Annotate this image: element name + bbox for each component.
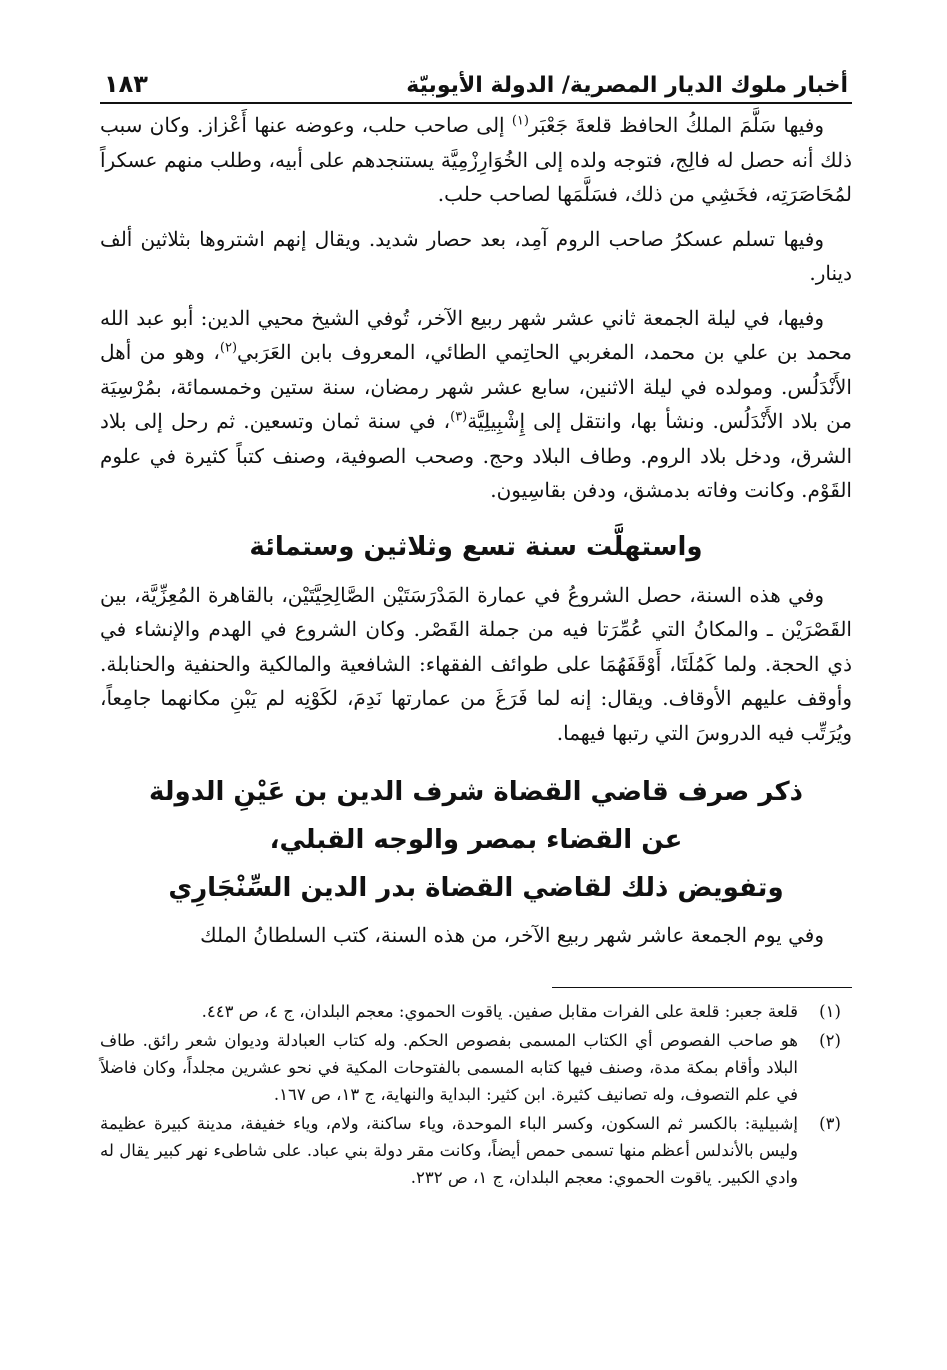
paragraph-3: [100, 301, 852, 508]
footnote-divider: [552, 987, 852, 988]
running-title: أخبار ملوك الديار المصرية/ الدولة الأيوبيّة: [406, 73, 848, 98]
running-header: [100, 58, 852, 104]
footnote-3: [100, 1110, 852, 1191]
paragraph-4: وفي هذه السنة، حصل الشروعُ في عمارة المَدْرَسَتَيْن الصَّالِحِيَّتَيْن، بالقاهرة المُعِزِّيَّة، بين القَصْرَيْن ـ والمكانُ التي عُمِّرَتا فيه من جملة القَصْر. وكان الشروع في الهدم والإنشاء في ذي الحجة. ولما كَمُلَتَا، أَوْقَفَهُمَا على طوائف الفقهاء: الشافعية والمالكية والحنفية والحنابلة. وأوقف عليهم الأوقاف. ويقال: إنه لما فَرَغَ من عمارتها نَدِمَ، لكَوْنِه لم يَبْنِ مكانهما جامِعاً، ويُرَتِّب فيه الدروسَ التي رتبها فيهما.: [100, 582, 852, 745]
footnote-text: هو صاحب الفصوص أي الكتاب المسمى بفصوص الحكم. وله كتاب العبادلة وديوان شعر رائق. طاف البلاد وأقام بمكة مدة، وصنف فيها كتابه المسمى بالفتوحات المكية في نحو عشرين مجلداً، وكان فاضلاً في علم التصوف، وله تصانيف كثيرة. ابن كثير: البداية والنهاية، ج ١٣، ص ١٦٧.: [100, 1030, 798, 1104]
footnote-text: إشبيلية: بالكسر ثم السكون، وكسر الباء الموحدة، وياء ساكنة، ولام، وياء خفيفة، مدينة كبيرة عظيمة وليس بالأندلس أعظم منها تسمى حمص أيضاً، وكانت مقر دولة بني عباد. على شاطىء نهر كبير يقال له وادي الكبير. ياقوت الحموي: معجم البلدان، ج ١، ص ٢٣٢.: [100, 1113, 798, 1187]
paragraph-5: وفي يوم الجمعة عاشر شهر ربيع الآخر، من هذه السنة، كتب السلطانُ الملك: [200, 923, 824, 947]
paragraph-1-part-b: إلى صاحب حلب، وعوضه عنها أَعْزاز. وكان سبب ذلك أنه حصل له فالِج، فتوجه ولده إلى الخُوَارِزْمِيَّة يستنجدهم على أبيه، وطلب منهم عسكراً لمُحَاصَرَتِه، فخَشِي من ذلك، فسَلَّمَها لصاحب حلب.: [100, 113, 852, 206]
paragraph-1-part-a: وفيها سَلَّمَ الملكُ الحافظ قلعةَ جَعْبَر: [528, 113, 824, 137]
footnote-ref-2: (٢): [219, 340, 238, 356]
footnote-number: (١): [819, 1001, 841, 1021]
footnote-2: [100, 1027, 852, 1108]
footnotes: [100, 998, 852, 1191]
footnote-text: قلعة جعبر: قلعة على الفرات مقابل صفين. ياقوت الحموي: معجم البلدان، ج ٤، ص ٤٤٣.: [201, 1001, 798, 1021]
paragraph-3-part-b: ، وهو من أهل الأَنْدَلُس. ومولده في ليلة الاثنين، سابع عشر شهر رمضان، سنة ستين وخمسمائة، بمُرْسِيَة من بلاد الأَنْدَلُس. ونشأ بها، وانتقل إلى إِشْبِيلِيَّة: [100, 340, 853, 433]
footnote-1: [100, 998, 852, 1025]
section-heading-appointment: [100, 768, 852, 912]
heading-line-2: عن القضاء بمصر والوجه القبلي،: [269, 825, 683, 855]
book-page: [100, 58, 852, 1318]
paragraph-3-part-a: وفيها، في ليلة الجمعة ثاني عشر شهر ربيع الآخر، تُوفي الشيخ محيي الدين: أبو عبد الله محمد بن علي بن محمد، المغربي الحاتِمي الطائي، المعروف بابن العَرَبي: [100, 305, 852, 364]
section-heading-year: واستهلَّت سنة تسع وثلاثين وستمائة: [249, 531, 703, 562]
footnote-number: (٣): [819, 1113, 841, 1133]
main-text: [100, 108, 852, 953]
paragraph-1: [100, 108, 852, 212]
heading-line-3: وتفويض ذلك لقاضي القضاة بدر الدين السِّنْجَارِي: [168, 873, 784, 903]
paragraph-3-part-c: ، في سنة ثمان وتسعين. ثم رحل إلى بلاد الشرق، ودخل بلاد الروم. وطاف البلاد وحج. وصحب الصوفية، وصنف كتباً كثيرة في علوم القَوْم. وكانت وفاته بدمشق، ودفن بقاسِيون.: [100, 409, 852, 502]
footnote-ref-1: (١): [511, 113, 529, 129]
page-number: ١٨٣: [104, 70, 148, 98]
paragraph-2: وفيها تسلم عسكرُ صاحب الروم آمِد، بعد حصار شديد. ويقال إنهم اشتروها بثلاثين ألف دينار.: [100, 226, 852, 285]
footnote-number: (٢): [819, 1030, 841, 1050]
heading-line-1: ذكر صرف قاضي القضاة شرف الدين بن عَيْنِ الدولة: [149, 777, 803, 807]
footnote-ref-3: (٣): [450, 409, 468, 425]
